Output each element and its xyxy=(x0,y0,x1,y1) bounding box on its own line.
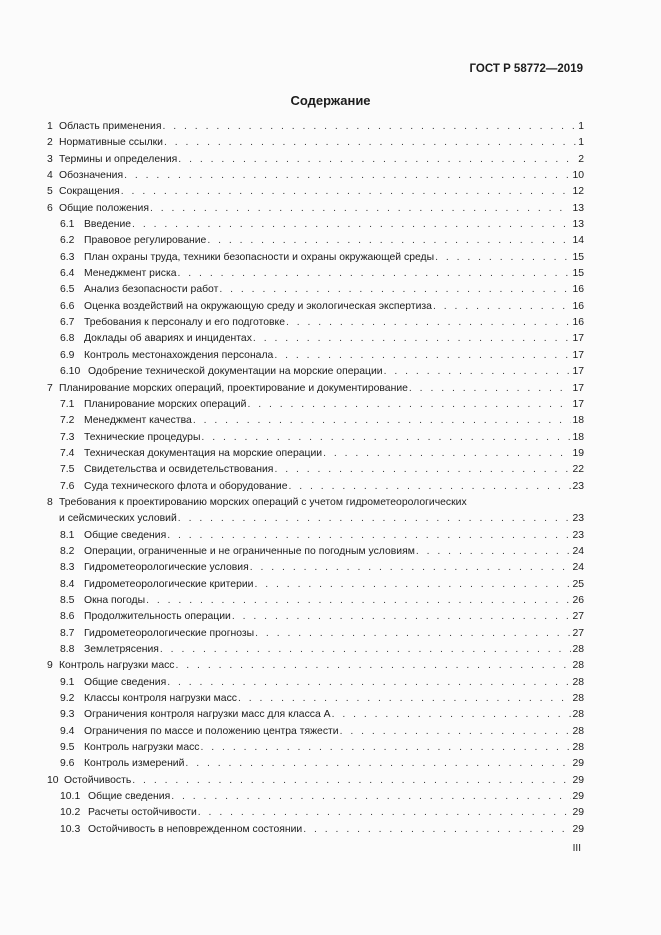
toc-entry-page: 28 xyxy=(572,644,584,655)
toc-entry-number: 5 xyxy=(47,186,53,198)
toc-entry-number: 10.3 xyxy=(60,823,81,835)
toc-entry-page: 29 xyxy=(572,758,584,770)
toc-entry xyxy=(47,119,584,135)
leader-dots xyxy=(219,282,571,298)
toc-entry xyxy=(47,658,584,674)
toc-entry-number: 6.10 xyxy=(60,366,81,378)
toc-entry-number: 1 xyxy=(47,121,53,132)
leader-dots xyxy=(160,642,572,658)
leader-dots xyxy=(167,675,571,691)
toc-entry xyxy=(47,184,584,200)
leader-dots xyxy=(416,544,572,560)
toc-entry-number: 9.3 xyxy=(60,709,75,721)
toc-entry xyxy=(47,397,584,413)
toc-entry-page: 17 xyxy=(572,366,584,378)
toc-entry-page: 13 xyxy=(572,202,584,214)
toc-entry-page: 23 xyxy=(572,480,584,492)
leader-dots xyxy=(340,724,572,740)
toc-entry-page: 15 xyxy=(572,268,584,280)
toc-entry-title: Технические процедуры xyxy=(84,431,201,443)
toc-entry-number: 6.6 xyxy=(60,300,75,312)
toc-entry-number: 4 xyxy=(47,170,53,182)
toc-entry-page: 25 xyxy=(572,578,584,590)
leader-dots xyxy=(303,822,571,838)
toc-entry-page: 17 xyxy=(572,398,584,410)
toc-entry xyxy=(47,626,584,642)
leader-dots xyxy=(171,789,571,805)
toc-entry-page: 23 xyxy=(572,529,584,541)
toc-entry-title: План охраны труда, техники безопасности и охраны окружающей среды xyxy=(84,251,435,263)
toc-entry-title: Общие сведения xyxy=(84,529,167,541)
toc-entry-number: 7.2 xyxy=(60,415,75,427)
toc-entry-number: 7.4 xyxy=(60,447,75,459)
leader-dots xyxy=(198,805,572,821)
leader-dots xyxy=(162,119,577,135)
toc-entry-title: Оценка воздействий на окружающую среду и экологическая экспертиза xyxy=(84,300,432,312)
toc-entry-page: 16 xyxy=(572,300,584,312)
toc-entry-title: Свидетельства и освидетельствования xyxy=(84,464,274,476)
toc-entry-title: Доклады об авариях и инцидентах xyxy=(84,333,252,345)
toc-entry xyxy=(47,691,584,707)
toc-entry xyxy=(47,789,584,805)
toc-entry-number: 10.1 xyxy=(60,791,81,803)
toc-entry-title: Обозначения xyxy=(59,170,124,182)
toc-entry-number: 8.5 xyxy=(60,594,75,606)
toc-entry xyxy=(47,348,584,364)
toc-entry xyxy=(47,250,584,266)
toc-entry-continuation xyxy=(47,511,584,527)
toc-entry-page: 1 xyxy=(578,121,584,132)
toc-entry xyxy=(47,381,584,397)
leader-dots xyxy=(132,773,571,789)
toc-entry-page: 28 xyxy=(572,660,584,672)
contents-heading: Содержание xyxy=(290,93,371,108)
toc-entry xyxy=(47,609,584,625)
toc-entry xyxy=(47,315,584,331)
leader-dots xyxy=(274,348,571,364)
toc-entry-number: 6.3 xyxy=(60,251,75,263)
toc-entry-title: Ограничения по массе и положению центра тяжести xyxy=(84,725,339,737)
toc-entry-title: Общие сведения xyxy=(84,676,167,688)
toc-entry-page: 18 xyxy=(572,431,584,443)
leader-dots xyxy=(178,511,572,527)
toc-entry-title: Анализ безопасности работ xyxy=(84,284,219,296)
toc-entry-page: 19 xyxy=(572,447,584,459)
leader-dots xyxy=(146,593,571,609)
toc-entry-number: 6.8 xyxy=(60,333,75,345)
toc-entry xyxy=(47,805,584,821)
toc-entry xyxy=(47,773,584,789)
leader-dots xyxy=(185,756,571,772)
toc-entry-title: Расчеты остойчивости xyxy=(88,807,197,819)
toc-entry-number: 9.5 xyxy=(60,742,75,754)
toc-entry xyxy=(47,740,584,756)
leader-dots xyxy=(254,577,571,593)
standard-designation: ГОСТ Р 58772—2019 xyxy=(469,63,583,75)
toc-entry-title: Термины и определения xyxy=(59,153,178,165)
toc-entry-page: 28 xyxy=(572,693,584,705)
toc-entry-title: Продолжительность операции xyxy=(84,611,231,623)
toc-entry xyxy=(47,642,584,658)
toc-entry-title: Контроль местонахождения персонала xyxy=(84,349,274,361)
toc-entry xyxy=(47,299,584,315)
toc-entry-page: 27 xyxy=(572,627,584,639)
toc-entry xyxy=(47,266,584,282)
toc-entry-page: 29 xyxy=(572,807,584,819)
leader-dots xyxy=(286,315,571,331)
toc-entry xyxy=(47,479,584,495)
toc-entry-page: 1 xyxy=(578,137,584,149)
leader-dots xyxy=(121,184,572,200)
toc-entry-title: Гидрометеорологические критерии xyxy=(84,578,254,590)
toc-entry-title: Гидрометеорологические прогнозы xyxy=(84,627,255,639)
toc-entry-number: 7.3 xyxy=(60,431,75,443)
toc-entry-page: 16 xyxy=(572,317,584,329)
toc-entry-page: 13 xyxy=(572,219,584,231)
toc-entry xyxy=(47,282,584,298)
leader-dots xyxy=(288,479,571,495)
toc-entry xyxy=(47,495,584,511)
toc-entry xyxy=(47,822,584,838)
toc-entry-page: 29 xyxy=(572,774,584,786)
toc-entry-number: 2 xyxy=(47,137,53,149)
toc-entry-title: Землетрясения xyxy=(84,644,159,655)
toc-entry-number: 10.2 xyxy=(60,807,81,819)
toc-entry-page: 28 xyxy=(572,725,584,737)
toc-entry-number: 9.4 xyxy=(60,725,75,737)
toc-entry-page: 10 xyxy=(572,170,584,182)
toc-entry xyxy=(47,462,584,478)
table-of-contents xyxy=(47,119,584,838)
toc-entry-page: 27 xyxy=(572,611,584,623)
toc-entry xyxy=(47,544,584,560)
toc-entry xyxy=(47,560,584,576)
toc-entry xyxy=(47,152,584,168)
leader-dots xyxy=(384,364,572,380)
toc-entry xyxy=(47,201,584,217)
leader-dots xyxy=(201,430,571,446)
toc-entry-title: Планирование морских операций, проектирование и документирование xyxy=(59,382,408,394)
leader-dots xyxy=(150,201,571,217)
toc-entry-number: 8.2 xyxy=(60,545,75,557)
toc-entry-page: 2 xyxy=(578,153,584,165)
toc-entry-page: 23 xyxy=(572,513,584,525)
toc-entry-number: 9 xyxy=(47,660,53,672)
toc-entry-number: 9.1 xyxy=(60,676,75,688)
toc-entry xyxy=(47,446,584,462)
toc-entry xyxy=(47,707,584,723)
toc-entry-page: 29 xyxy=(572,823,584,835)
leader-dots xyxy=(201,740,572,756)
toc-entry-number: 8.8 xyxy=(60,644,75,655)
leader-dots xyxy=(250,560,572,576)
toc-entry-page: 14 xyxy=(572,235,584,247)
toc-entry xyxy=(47,331,584,347)
leader-dots xyxy=(193,413,572,429)
toc-entry-page: 28 xyxy=(572,742,584,754)
toc-entry-number: 6.9 xyxy=(60,349,75,361)
toc-entry-page: 18 xyxy=(572,415,584,427)
toc-entry xyxy=(47,675,584,691)
toc-entry-number: 6.7 xyxy=(60,317,75,329)
toc-entry-title: Требования к персоналу и его подготовке xyxy=(84,317,285,329)
toc-entry xyxy=(47,528,584,544)
toc-entry-page: 28 xyxy=(572,709,584,721)
toc-entry xyxy=(47,168,584,184)
page-number: III xyxy=(572,843,581,854)
toc-entry-number: 10 xyxy=(47,774,59,786)
toc-entry-title: Ограничения контроля нагрузки масс для класса А xyxy=(84,709,331,721)
toc-entry-title: Область применения xyxy=(59,121,162,132)
toc-entry-number: 6.2 xyxy=(60,235,75,247)
leader-dots xyxy=(207,233,571,249)
toc-entry-number: 8.3 xyxy=(60,562,75,574)
toc-entry-page: 22 xyxy=(572,464,584,476)
toc-entry-number: 6.4 xyxy=(60,268,75,280)
toc-entry-title: Суда технического флота и оборудование xyxy=(84,480,288,492)
toc-entry-number: 8.4 xyxy=(60,578,75,590)
leader-dots xyxy=(164,135,577,151)
leader-dots xyxy=(178,266,572,282)
toc-entry-number: 8.6 xyxy=(60,611,75,623)
toc-entry-number: 7.6 xyxy=(60,480,75,492)
leader-dots xyxy=(247,397,571,413)
toc-entry-title: Техническая документация на морские операции xyxy=(84,447,323,459)
toc-entry-page: 15 xyxy=(572,251,584,263)
toc-entry xyxy=(47,593,584,609)
toc-entry-number: 6 xyxy=(47,202,53,214)
toc-entry-title: Контроль нагрузки масс xyxy=(59,660,175,672)
toc-entry xyxy=(47,135,584,151)
toc-entry-title: Одобрение технической документации на морские операции xyxy=(88,366,383,378)
toc-entry-title: Общие положения xyxy=(59,202,149,214)
leader-dots xyxy=(232,609,572,625)
leader-dots xyxy=(176,658,572,674)
toc-entry-number: 8 xyxy=(47,496,53,508)
toc-entry-number: 7 xyxy=(47,382,53,394)
toc-entry xyxy=(47,413,584,429)
leader-dots xyxy=(132,217,571,233)
toc-entry-page: 26 xyxy=(572,594,584,606)
leader-dots xyxy=(433,299,571,315)
toc-entry-number: 8.7 xyxy=(60,627,75,639)
toc-entry xyxy=(47,364,584,380)
toc-entry xyxy=(47,233,584,249)
leader-dots xyxy=(178,152,577,168)
toc-entry-number: 9.2 xyxy=(60,693,75,705)
toc-entry-title: Контроль измерений xyxy=(84,758,185,770)
leader-dots xyxy=(167,528,571,544)
leader-dots xyxy=(238,691,571,707)
leader-dots xyxy=(274,462,571,478)
toc-entry-number: 7.5 xyxy=(60,464,75,476)
leader-dots xyxy=(332,707,572,723)
toc-entry xyxy=(47,217,584,233)
toc-entry-number: 6.1 xyxy=(60,219,75,231)
toc-entry-title: Контроль нагрузки масс xyxy=(84,742,200,754)
toc-entry xyxy=(47,430,584,446)
toc-entry-title: Гидрометеорологические условия xyxy=(84,562,249,574)
toc-entry-number: 9.6 xyxy=(60,758,75,770)
toc-entry-title: Общие сведения xyxy=(88,791,171,803)
toc-entry-page: 28 xyxy=(572,676,584,688)
toc-entry-title: Правовое регулирование xyxy=(84,235,207,247)
toc-entry-page: 17 xyxy=(572,333,584,345)
toc-entry-title: Менеджмент риска xyxy=(84,268,177,280)
toc-entry-page: 17 xyxy=(572,382,584,394)
toc-entry-number: 7.1 xyxy=(60,398,75,410)
leader-dots xyxy=(409,381,572,397)
toc-entry-title-continued: и сейсмических условий xyxy=(59,513,177,525)
leader-dots xyxy=(255,626,571,642)
toc-entry-title: Остойчивость xyxy=(64,774,132,786)
toc-entry-number: 8.1 xyxy=(60,529,75,541)
toc-entry-page: 24 xyxy=(572,545,584,557)
toc-entry xyxy=(47,724,584,740)
toc-entry-title: Планирование морских операций xyxy=(84,398,247,410)
toc-entry xyxy=(47,577,584,593)
toc-entry-title: Окна погоды xyxy=(84,594,146,606)
toc-entry-title: Операции, ограниченные и не ограниченные по погодным условиям xyxy=(84,545,415,557)
toc-entry-page: 12 xyxy=(572,186,584,198)
toc-entry-title: Остойчивость в неповрежденном состоянии xyxy=(88,823,303,835)
toc-entry-number: 6.5 xyxy=(60,284,75,296)
toc-entry-title: Менеджмент качества xyxy=(84,415,192,427)
leader-dots xyxy=(253,331,572,347)
toc-entry-title: Классы контроля нагрузки масс xyxy=(84,693,237,705)
leader-dots xyxy=(124,168,571,184)
leader-dots xyxy=(323,446,571,462)
toc-entry-page: 16 xyxy=(572,284,584,296)
toc-entry-title: Введение xyxy=(84,219,132,231)
toc-entry-title: Сокращения xyxy=(59,186,120,198)
toc-entry-page: 29 xyxy=(572,791,584,803)
toc-entry-page: 17 xyxy=(572,349,584,361)
toc-entry-number: 3 xyxy=(47,153,53,165)
toc-entry-title: Требования к проектированию морских операций с учетом гидрометеорологических xyxy=(59,496,467,508)
toc-entry-title: Нормативные ссылки xyxy=(59,137,163,149)
toc-entry-page: 24 xyxy=(572,562,584,574)
toc-entry xyxy=(47,756,584,772)
leader-dots xyxy=(435,250,571,266)
